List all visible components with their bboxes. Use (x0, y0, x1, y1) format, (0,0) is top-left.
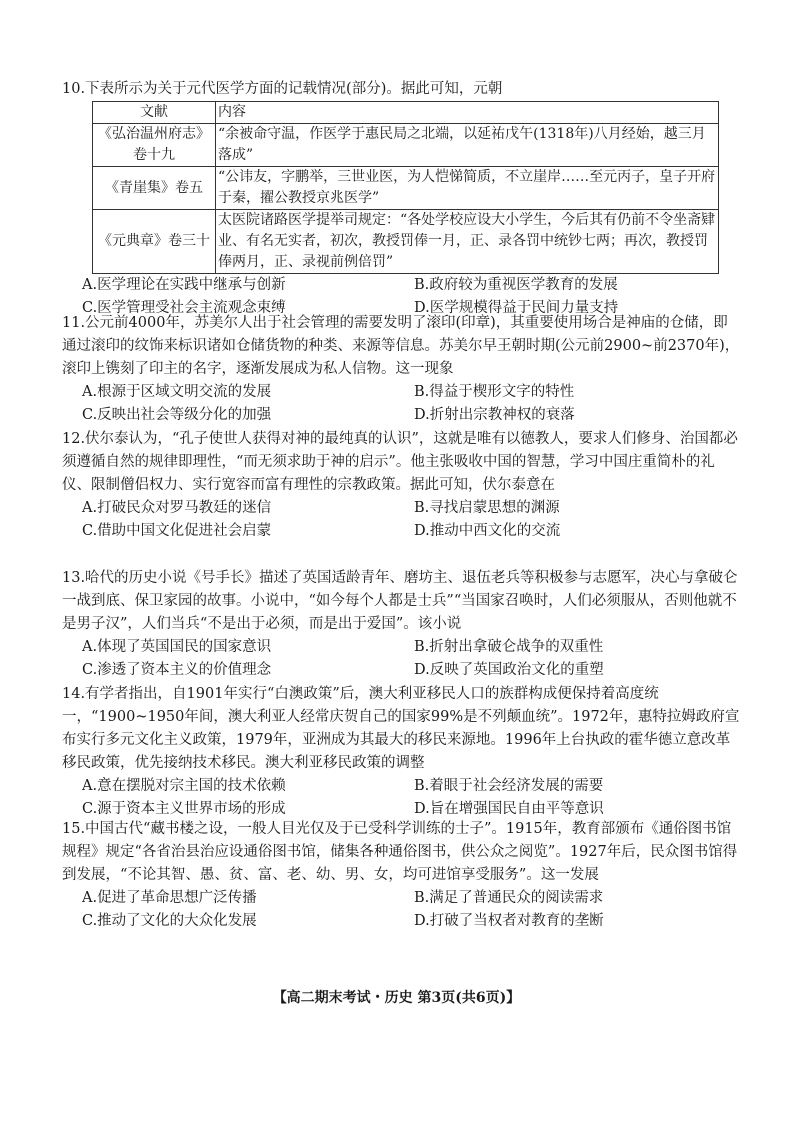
question-stem: 11.公元前4000年，苏美尔人出于社会管理的需要发明了滚印(印章)，其重要使用场合是神庙的仓储，即通过滚印的纹饰来标识诸如仓储货物的种类、来源等信息。苏美尔早王朝时期(公元前2900~前2370年)，滚印上镌刻了印主的名字，逐渐发展成为私人信物。这一现象 (62, 315, 740, 377)
option-c[interactable]: C.反映出社会等级分化的加强 (82, 407, 272, 423)
option-b[interactable]: B.政府较为重视医学教育的发展 (414, 277, 618, 293)
options (62, 775, 742, 821)
table-row (93, 210, 719, 274)
table-header-cell: 内容 (216, 102, 719, 124)
table-row (93, 167, 719, 210)
option-a[interactable]: A.打破民众对罗马教廷的迷信 (82, 500, 272, 516)
options (62, 887, 742, 933)
question-12 (62, 428, 742, 543)
option-d[interactable]: D.打破了当权者对教育的垄断 (414, 913, 604, 929)
options (62, 636, 742, 682)
question-14 (62, 683, 742, 821)
options (62, 497, 742, 543)
option-b[interactable]: B.着眼于社会经济发展的需要 (414, 778, 604, 794)
option-a[interactable]: A.根源于区域文明交流的发展 (82, 384, 272, 400)
option-d[interactable]: D.旨在增强国民自由平等意识 (414, 801, 604, 817)
source-table (92, 101, 719, 274)
option-a[interactable]: A.促进了革命思想广泛传播 (82, 890, 257, 906)
option-b[interactable]: B.寻找启蒙思想的渊源 (414, 500, 560, 516)
option-b[interactable]: B.得益于楔形文字的特性 (414, 384, 575, 400)
question-stem: 15.中国古代“藏书楼之设，一般人目光仅及于已受科学训练的士子”。1915年，教育部颁布《通俗图书馆规程》规定“各省治县治应设通俗图书馆，储集各种通俗图书，供公众之阅览”。1927年后，民众图书馆得到发展，“不论其智、愚、贫、富、老、幼、男、女，均可进馆享受服务”。这一发展 (62, 821, 738, 883)
table-header-row (93, 102, 719, 124)
table-cell: 《弘治温州府志》卷十九 (93, 124, 216, 167)
question-stem: 14.有学者指出，自1901年实行“白澳政策”后，澳大利亚移民人口的族群构成便保持着高度统一，“1900~1950年间，澳大利亚人经常庆贺自己的国家99%是不列颠血统”。1972年，惠特拉姆政府宣布实行多元文化主义政策，1979年，亚洲成为其最大的移民来源地。1996年上台执政的霍华德立意改革移民政策，优先接纳技术移民。澳大利亚移民政策的调整 (62, 686, 740, 771)
option-d[interactable]: D.反映了英国政治文化的重塑 (414, 662, 604, 678)
option-c[interactable]: C.医学管理受社会主流观念束缚 (82, 300, 286, 316)
options (62, 381, 742, 427)
option-c[interactable]: C.借助中国文化促进社会启蒙 (82, 523, 272, 539)
question-11 (62, 312, 742, 427)
table-cell: 《元典章》卷三十 (93, 210, 216, 274)
option-d[interactable]: D.折射出宗教神权的衰落 (414, 407, 575, 423)
option-d[interactable]: D.推动中西文化的交流 (414, 523, 561, 539)
question-15 (62, 818, 742, 933)
table-row (93, 124, 719, 167)
question-13 (62, 567, 742, 682)
table-cell: 太医院诸路医学提举司规定：“各处学校应设大小学生，今后其有仍前不令坐斋肄业、有名无实者，初次，教授罚俸一月，正、录各罚中统钞七两；再次，教授罚俸两月，正、录视前例倍罚” (216, 210, 719, 274)
option-c[interactable]: C.源于资本主义世界市场的形成 (82, 801, 286, 817)
table-cell: “公讳友，字鹏举，三世业医，为人恺悌简质，不立崖岸……至元丙子，皇子开府于秦，擢公教授京兆医学” (216, 167, 719, 210)
page-footer: 【高二期末考试・历史 第3页(共6页)】 (272, 990, 521, 1006)
option-a[interactable]: A.体现了英国国民的国家意识 (82, 639, 272, 655)
question-stem: 13.哈代的历史小说《号手长》描述了英国适龄青年、磨坊主、退伍老兵等积极参与志愿军，决心与拿破仑一战到底、保卫家园的故事。小说中，“如今每个人都是士兵”“当国家召唤时，人们必须服从，否则他就不是男子汉”，人们当兵“不是出于必须，而是出于爱国”。该小说 (62, 570, 738, 632)
question-stem: 12.伏尔泰认为，“孔子使世人获得对神的最纯真的认识”，这就是唯有以德教人，要求人们修身、治国都必须遵循自然的规律即理性，“而无须求助于神的启示”。他主张吸收中国的智慧，学习中国庄重简朴的礼仪、限制僧侣权力、实行宽容而富有理性的宗教政策。据此可知，伏尔泰意在 (62, 431, 738, 493)
option-b[interactable]: B.满足了普通民众的阅读需求 (414, 890, 604, 906)
option-a[interactable]: A.意在摆脱对宗主国的技术依赖 (82, 778, 286, 794)
option-c[interactable]: C.渗透了资本主义的价值理念 (82, 662, 272, 678)
option-a[interactable]: A.医学理论在实践中继承与创新 (82, 277, 286, 293)
table-cell: “余被命守温，作医学于惠民局之北端，以延祐戊午(1318年)八月经始，越三月落成” (216, 124, 719, 167)
option-d[interactable]: D.医学规模得益于民间力量支持 (414, 300, 619, 316)
option-b[interactable]: B.折射出拿破仑战争的双重性 (414, 639, 604, 655)
question-10 (62, 78, 742, 320)
table-header-cell: 文献 (93, 102, 216, 124)
option-c[interactable]: C.推动了文化的大众化发展 (82, 913, 257, 929)
table-cell: 《青崖集》卷五 (93, 167, 216, 210)
question-stem: 10.下表所示为关于元代医学方面的记载情况(部分)。据此可知，元朝 (62, 81, 503, 97)
